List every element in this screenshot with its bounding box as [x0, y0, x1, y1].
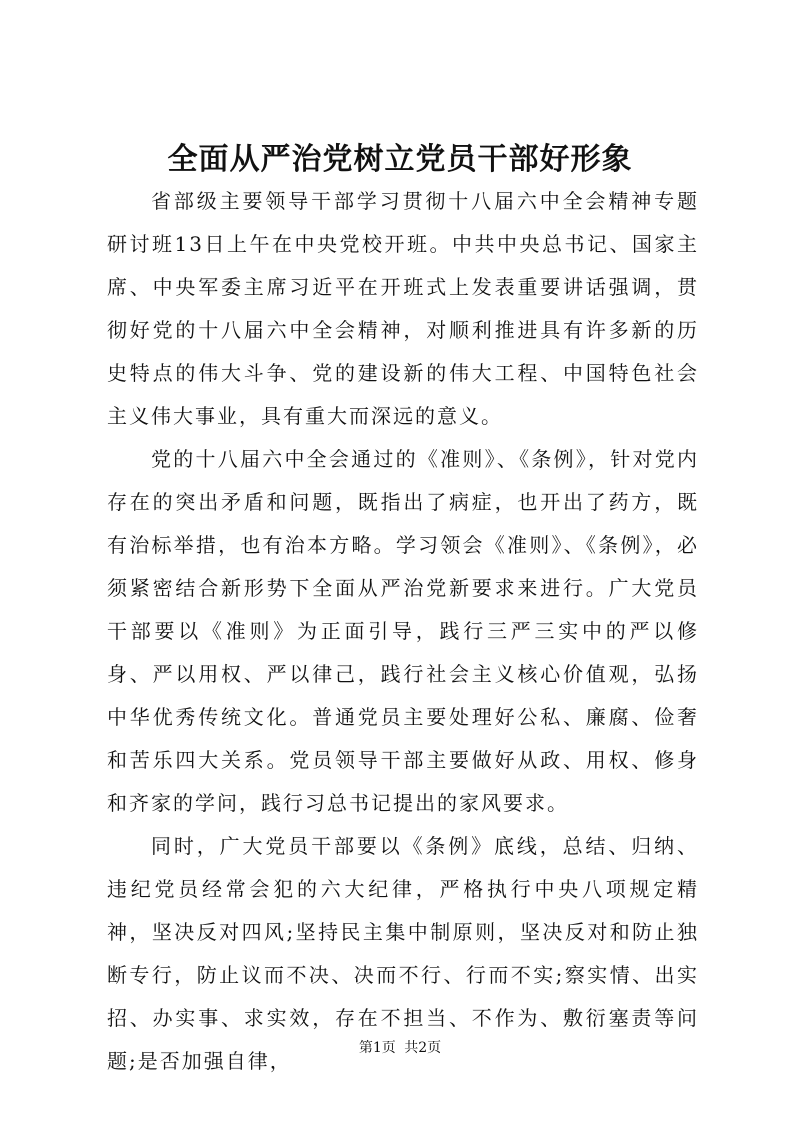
paragraph-1: 省部级主要领导干部学习贯彻十八届六中全会精神专题研讨班13日上午在中央党校开班。中共中央总书记、国家主席、中央军委主席习近平在开班式上发表重要讲话强调，贯彻好党的十八届六中全会精神，对顺利推进具有许多新的历史特点的伟大斗争、党的建设新的伟大工程、中国特色社会主义伟大事业，具有重大而深远的意义。 [107, 189, 699, 428]
document-body [107, 180, 699, 1083]
paragraph-3: 同时，广大党员干部要以《条例》底线，总结、归纳、违纪党员经常会犯的六大纪律，严格执行中央八项规定精神，坚决反对四风;坚持民主集中制原则，坚决反对和防止独断专行，防止议而不决、决而不行、行而不实;察实情、出实招、办实事、求实效，存在不担当、不作为、敷衍塞责等问题;是否加强自律， [107, 834, 699, 1073]
page-number: 第1页 [358, 1040, 396, 1056]
page-footer [0, 1038, 800, 1058]
page-total: 共2页 [404, 1040, 442, 1056]
document-title: 全面从严治党树立党员干部好形象 [167, 142, 633, 177]
paragraph-2: 党的十八届六中全会通过的《准则》、《条例》，针对党内存在的突出矛盾和问题，既指出了病症，也开出了药方，既有治标举措，也有治本方略。学习领会《准则》、《条例》，必须紧密结合新形势下全面从严治党新要求来进行。广大党员干部要以《准则》为正面引导，践行三严三实中的严以修身、严以用权、严以律己，践行社会主义核心价值观，弘扬中华优秀传统文化。普通党员主要处理好公私、廉腐、俭奢和苦乐四大关系。党员领导干部主要做好从政、用权、修身和齐家的学问，践行习总书记提出的家风要求。 [107, 447, 699, 815]
